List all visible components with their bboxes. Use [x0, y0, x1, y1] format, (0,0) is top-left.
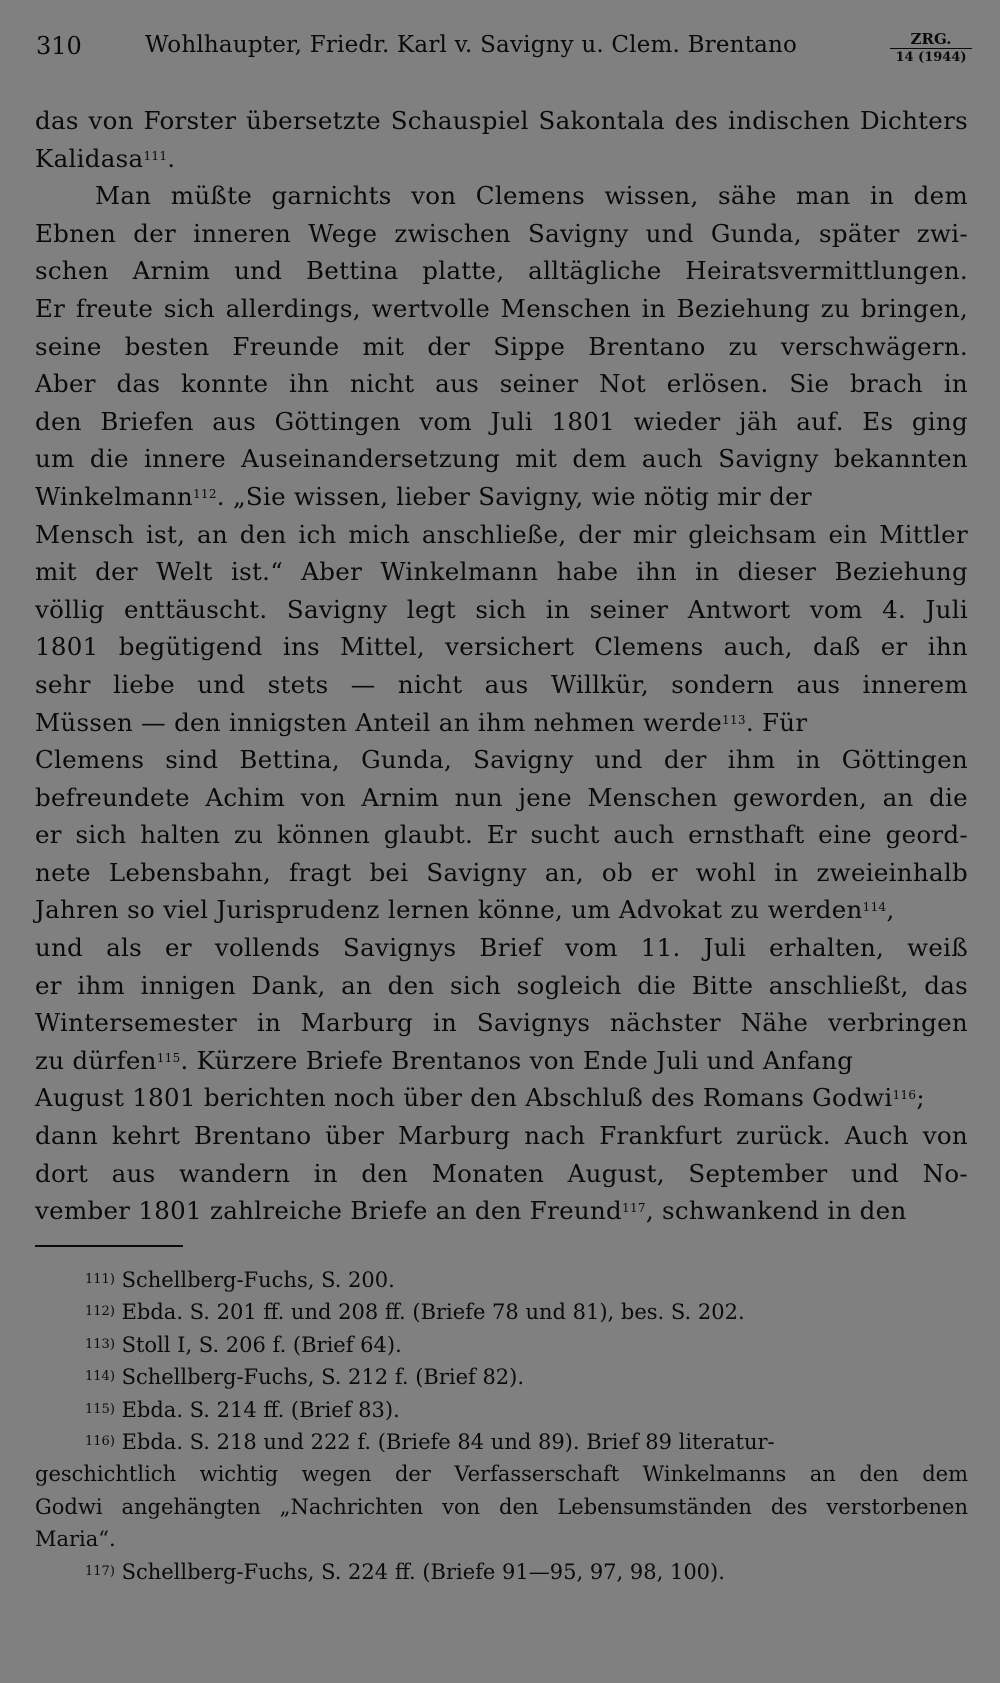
- journal-reference: [890, 30, 972, 67]
- text-line: den Briefen aus Göttingen vom Juli 1801 wieder jäh auf. Es ging: [35, 406, 968, 436]
- footnote-continuation: geschichtlich wichtig wegen der Verfasserschaft Winkelmanns an den dem: [35, 1462, 968, 1487]
- text-segment: . „Sie wissen, lieber Savigny, wie nötig mir der: [216, 481, 812, 511]
- text-line: und als er vollends Savignys Brief vom 11. Juli erhalten, weiß: [35, 933, 968, 963]
- text-line: mit der Welt ist.“ Aber Winkelmann habe ihn in dieser Beziehung: [35, 557, 968, 587]
- footnote: [35, 1296, 968, 1328]
- text-line: Aber das konnte ihn nicht aus seiner Not erlösen. Sie brach in: [35, 369, 968, 399]
- text-line: Mensch ist, an den ich mich anschließe, der mir gleichsam ein Mittler: [35, 519, 968, 549]
- footnote: [35, 1361, 968, 1393]
- text-line: [35, 1192, 968, 1230]
- footnote-number: 112): [85, 1304, 115, 1320]
- text-line: befreundete Achim von Arnim nun jene Menschen geworden, an die: [35, 782, 968, 812]
- text-segment: vember 1801 zahlreiche Briefe an den Freund: [35, 1196, 623, 1226]
- footnote-continuation: Maria“.: [35, 1527, 116, 1552]
- text-line: dort aus wandern in den Monaten August, September und No-: [35, 1158, 968, 1188]
- footnote-text: Ebda. S. 201 ff. und 208 ff. (Briefe 78 und 81), bes. S. 202.: [121, 1300, 745, 1325]
- text-segment: Jahren so viel Jurisprudenz lernen könne, um Advokat zu werden: [35, 895, 863, 925]
- text-segment: Müssen — den innigsten Anteil an ihm nehmen werde: [35, 707, 723, 737]
- footnote: [35, 1329, 968, 1361]
- footnote: [35, 1394, 968, 1426]
- text-line: Wintersemester in Marburg in Savignys nächster Nähe verbringen: [35, 1008, 968, 1038]
- footnote-ref: 117: [622, 1201, 646, 1216]
- text-line: er ihm innigen Dank, an den sich sogleich die Bitte anschließt, das: [35, 970, 968, 1000]
- text-line: Man müßte garnichts von Clemens wissen, sähe man in dem: [95, 181, 968, 211]
- footnote-number: 114): [85, 1369, 115, 1385]
- text-segment: Kalidasa: [35, 143, 144, 173]
- text-line: seine besten Freunde mit der Sippe Brentano zu verschwägern.: [35, 331, 968, 361]
- footnote-ref: 111: [143, 148, 168, 163]
- text-segment: zu dürfen: [35, 1045, 157, 1075]
- footnote-continuation: Godwi angehängten „Nachrichten von den Lebensumständen des verstorbenen: [35, 1494, 968, 1519]
- footnote-ref: 115: [156, 1050, 181, 1065]
- text-line: [35, 704, 968, 742]
- body-text: [35, 102, 968, 1230]
- text-line: sehr liebe und stets — nicht aus Willkür, sondern aus innerem: [35, 669, 968, 699]
- text-line: nete Lebensbahn, fragt bei Savigny an, ob er wohl in zweieinhalb: [35, 857, 968, 887]
- footnote-text: Ebda. S. 214 ff. (Brief 83).: [121, 1397, 400, 1422]
- footnote: [35, 1556, 968, 1588]
- footnote-text: Stoll I, S. 206 f. (Brief 64).: [121, 1332, 402, 1357]
- footnote-text: Schellberg-Fuchs, S. 200.: [121, 1268, 395, 1292]
- text-segment: ,: [886, 895, 895, 925]
- text-line: Clemens sind Bettina, Gunda, Savigny und der ihm in Göttingen: [35, 745, 968, 775]
- journal-abbreviation: ZRG.: [890, 30, 972, 49]
- footnote-number: 113): [85, 1336, 115, 1352]
- footnote-number: 115): [85, 1401, 115, 1417]
- footnote-ref: 113: [722, 712, 746, 727]
- footnote-text: Schellberg-Fuchs, S. 212 f. (Brief 82).: [121, 1365, 525, 1390]
- footnote-text: Ebda. S. 218 und 222 f. (Briefe 84 und 89). Brief 89 literatur-: [121, 1429, 775, 1454]
- text-line: er sich halten zu können glaubt. Er sucht auch ernsthaft eine geord-: [35, 820, 968, 850]
- footnote-ref: 114: [862, 900, 887, 915]
- text-line: [35, 891, 968, 929]
- text-line: [35, 1042, 968, 1080]
- text-line: 1801 begütigend ins Mittel, versichert Clemens auch, daß er ihn: [35, 632, 968, 662]
- footnote-text: Schellberg-Fuchs, S. 224 ff. (Briefe 91—95, 97, 98, 100).: [121, 1559, 725, 1584]
- footnote-number: 117): [85, 1563, 115, 1579]
- page-header: [0, 30, 1000, 75]
- footnote: [35, 1426, 968, 1458]
- text-line: Er freute sich allerdings, wertvolle Menschen in Beziehung zu bringen,: [35, 293, 968, 323]
- text-line: schen Arnim und Bettina platte, alltägliche Heiratsvermittlungen.: [35, 256, 968, 286]
- footnote-ref: 112: [192, 486, 217, 501]
- footnote-separator: [35, 1245, 183, 1247]
- page-number: 310: [36, 32, 82, 60]
- text-line: Ebnen der inneren Wege zwischen Savigny und Gunda, später zwi-: [35, 218, 968, 248]
- text-line: das von Forster übersetzte Schauspiel Sakontala des indischen Dichters: [35, 106, 968, 135]
- footnote-ref: 116: [892, 1088, 917, 1103]
- text-line: Kalidasa$^{111}$.: [35, 143, 176, 173]
- text-segment: , schwankend in den: [645, 1196, 907, 1226]
- footnote-number: 116): [85, 1433, 115, 1449]
- footnote-number: 111): [85, 1272, 115, 1287]
- footnotes: [35, 1264, 968, 1588]
- journal-volume: 14 (1944): [895, 50, 967, 65]
- text-line: dann kehrt Brentano über Marburg nach Frankfurt zurück. Auch von: [35, 1121, 968, 1151]
- text-line: um die innere Auseinandersetzung mit dem auch Savigny bekannten: [35, 444, 968, 474]
- text-segment: Winkelmann: [35, 481, 193, 511]
- footnote: [35, 1264, 968, 1296]
- text-segment: . Kürzere Briefe Brentanos von Ende Juli und Anfang: [180, 1045, 854, 1075]
- running-head: Wohlhaupter, Friedr. Karl v. Savigny u. Clem. Brentano: [145, 32, 798, 58]
- text-segment: August 1801 berichten noch über den Abschluß des Romans Godwi: [35, 1083, 893, 1113]
- text-line: [35, 478, 968, 516]
- text-line: völlig enttäuscht. Savigny legt sich in seiner Antwort vom 4. Juli: [35, 594, 968, 624]
- text-segment: ;: [916, 1083, 925, 1113]
- text-line: [35, 1079, 968, 1117]
- text-segment: . Für: [745, 707, 808, 737]
